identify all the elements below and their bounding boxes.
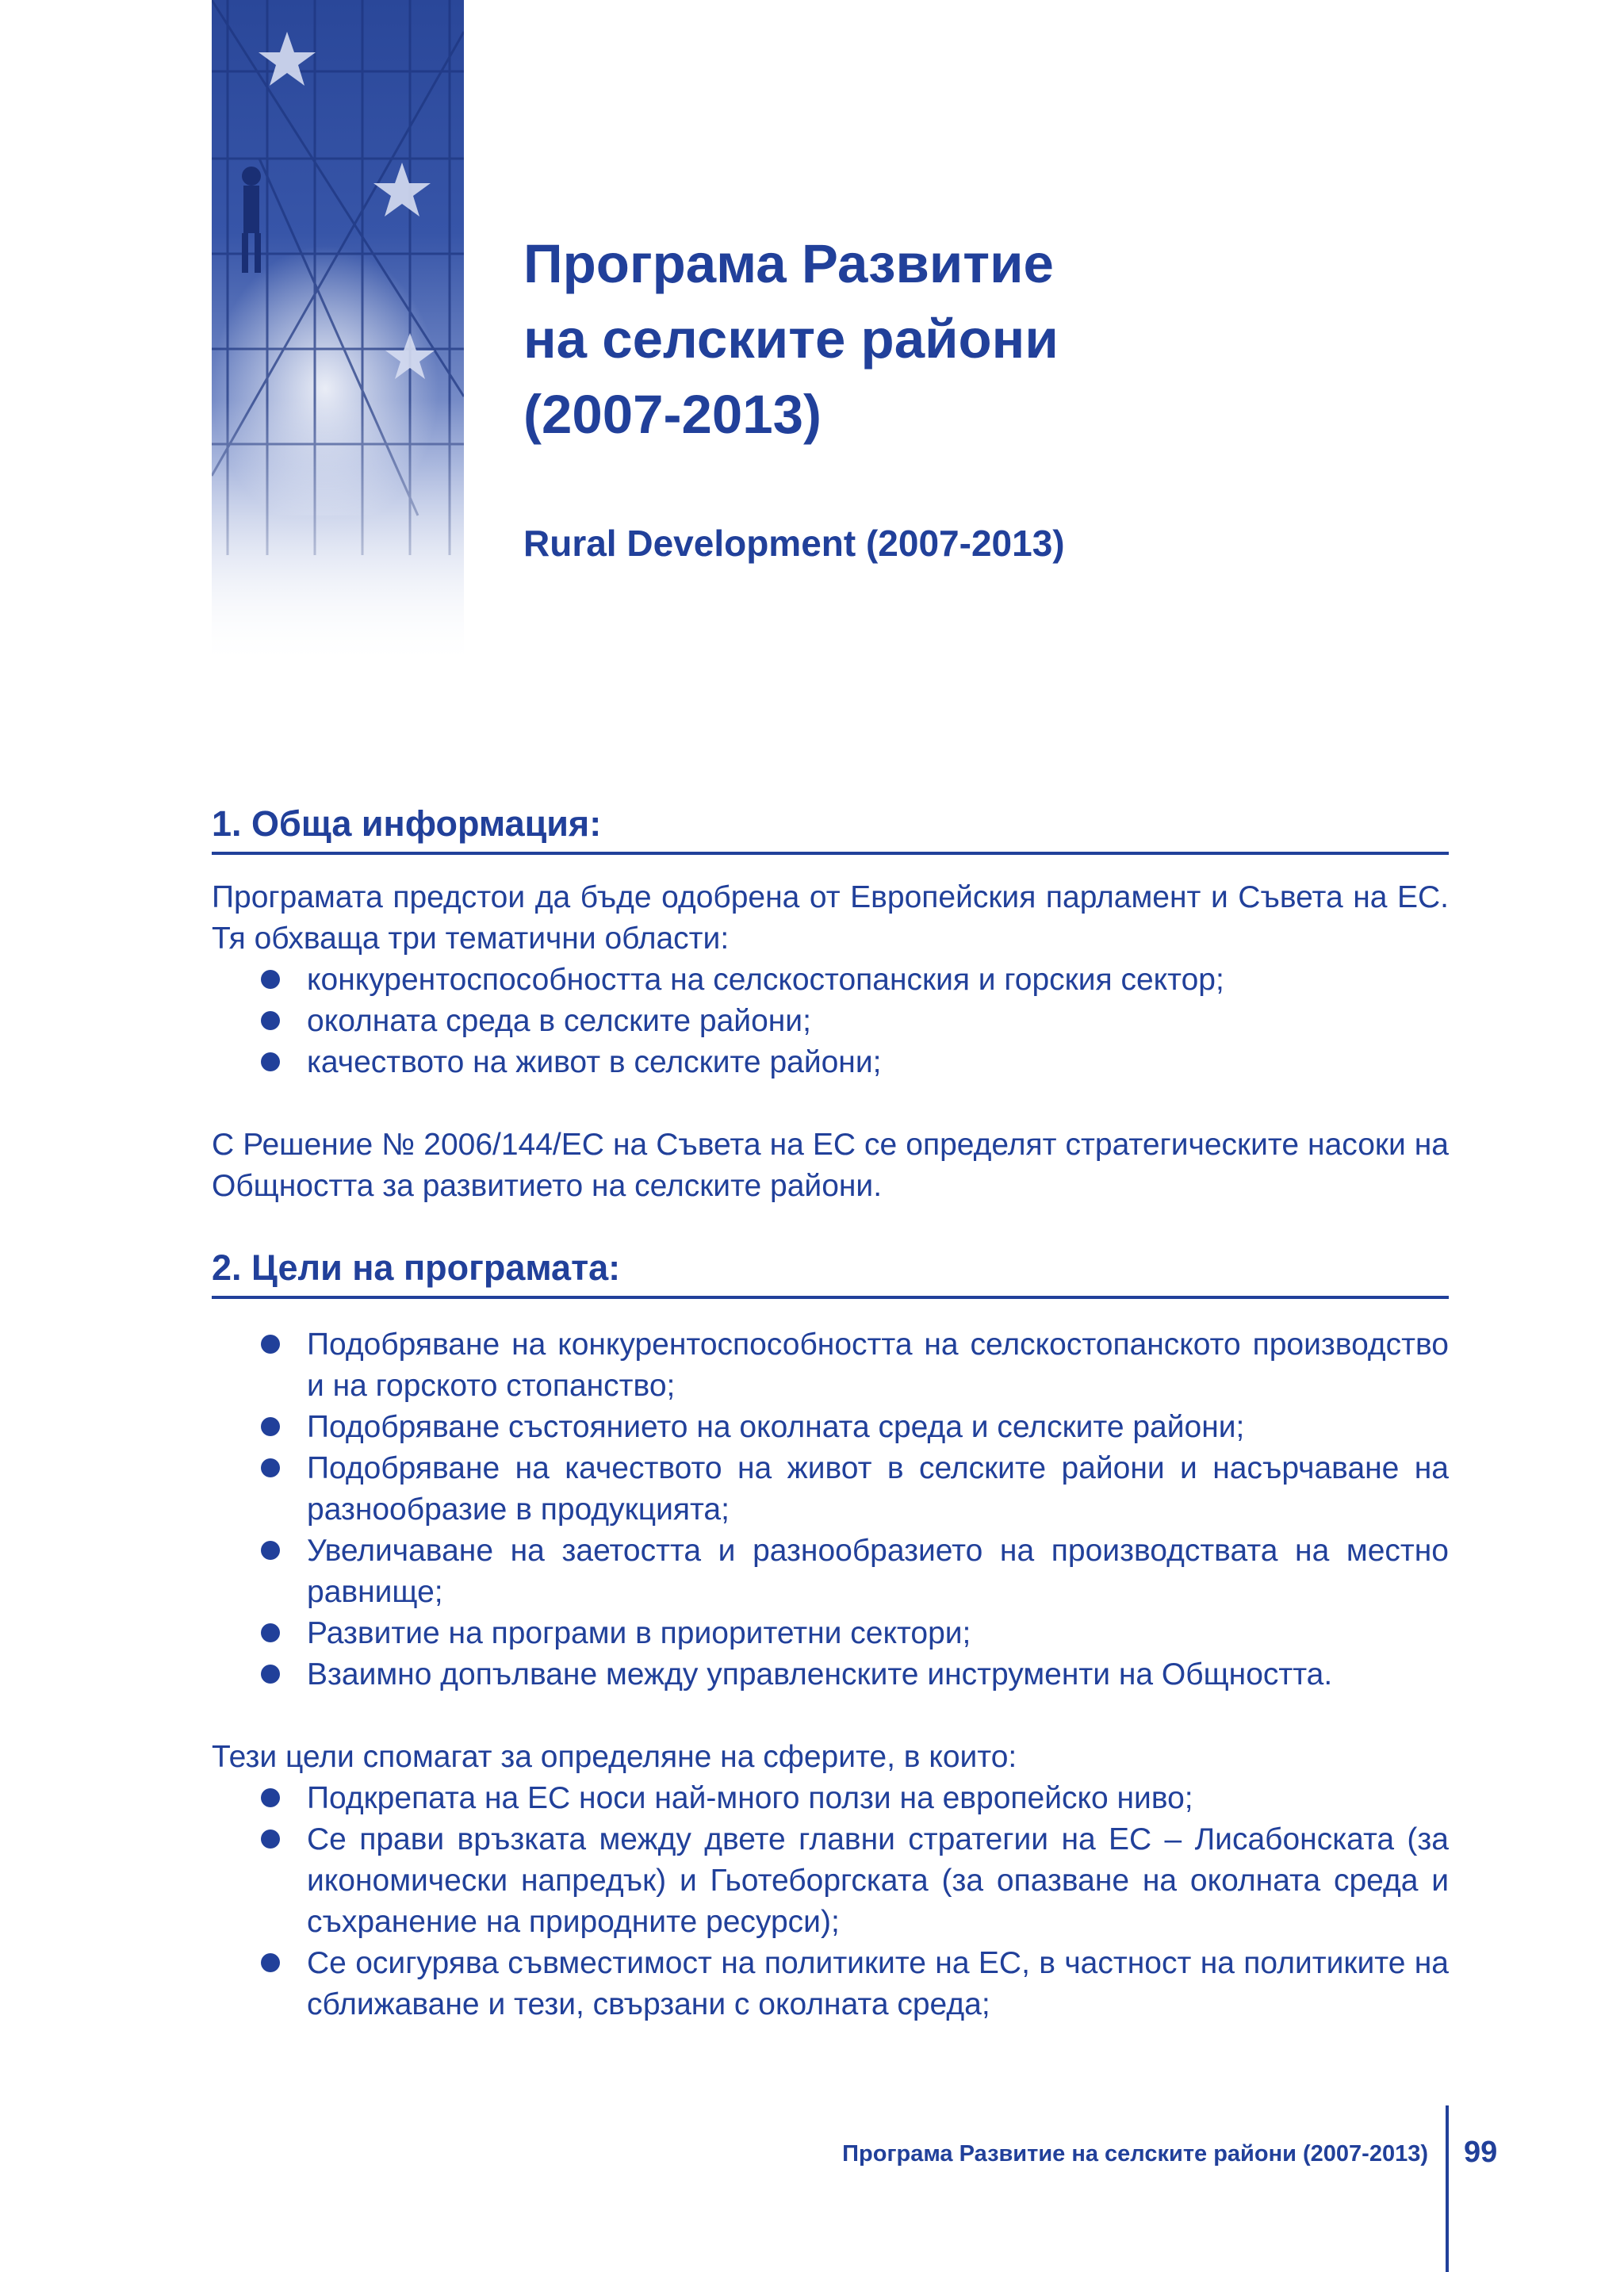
list-item-text: конкурентоспособността на селскостопанския и горския сектор; [307, 963, 1224, 997]
section2-spheres-list [212, 1778, 1449, 2025]
list-item [261, 1943, 1449, 2025]
list-item-text: Се осигурява съвместимост на политиките на ЕС, в частност на политиките на сближаване и тези, свързани с околната среда; [307, 1946, 1449, 2021]
list-item [261, 960, 1449, 1001]
list-item-text: качеството на живот в селските райони; [307, 1045, 882, 1079]
bullet-icon [261, 1417, 280, 1436]
list-item-text: Подобряване на конкурентоспособността на селскостопанското производство и на горското стопанство; [307, 1328, 1449, 1403]
page-title-line-3: (2007-2013) [523, 384, 822, 445]
list-item [261, 1042, 1449, 1083]
section-heading-goals: 2. Цели на програмата: [212, 1245, 1449, 1299]
page-number: 99 [1464, 2136, 1498, 2169]
english-subtitle: Rural Development (2007-2013) [523, 523, 1065, 564]
bullet-icon [261, 1011, 280, 1030]
list-item [261, 1407, 1449, 1448]
list-item [261, 1778, 1449, 1819]
bullet-icon [261, 1052, 280, 1071]
main-content [212, 801, 1449, 2025]
bullet-icon [261, 1623, 280, 1642]
section1-bullet-list [212, 960, 1449, 1083]
list-item-text: Подкрепата на ЕС носи най-много ползи на европейско ниво; [307, 1781, 1193, 1815]
bullet-icon [261, 1665, 280, 1684]
header-banner-image [212, 0, 464, 666]
bullet-icon [261, 1953, 280, 1972]
list-item [261, 1448, 1449, 1531]
section1-intro: Програмата предстои да бъде одобрена от Европейския парламент и Съвета на ЕС. Тя обхваща три тематични области: [212, 880, 1449, 956]
list-item [261, 1531, 1449, 1613]
bullet-icon [261, 970, 280, 989]
section2-intro: Тези цели спомагат за определяне на сферите, в които: [212, 1740, 1017, 1774]
running-footer-title: Програма Развитие на селските райони (2007-2013) [842, 2141, 1428, 2167]
list-item-text: Подобряване на качеството на живот в селските райони и насърчаване на разнообразие в продукцията; [307, 1451, 1449, 1527]
list-item-text: Взаимно допълване между управленските инструменти на Общността. [307, 1657, 1333, 1692]
list-item [261, 1324, 1449, 1407]
list-item-text: Развитие на програми в приоритетни сектори; [307, 1616, 971, 1650]
section-heading-general-info: 1. Обща информация: [212, 801, 1449, 855]
list-item-text: околната среда в селските райони; [307, 1004, 811, 1038]
title-block [523, 226, 1475, 564]
list-item [261, 1613, 1449, 1654]
page-title-line-2: на селските райони [523, 308, 1059, 370]
page-title [523, 226, 1475, 452]
bullet-icon [261, 1458, 280, 1477]
page-title-line-1: Програма Развитие [523, 233, 1054, 294]
bullet-icon [261, 1829, 280, 1849]
footer-divider [1446, 2105, 1449, 2272]
list-item [261, 1654, 1449, 1695]
bullet-icon [261, 1541, 280, 1560]
list-item-text: Увеличаване на заетостта и разнообразието на производствата на местно равнище; [307, 1534, 1449, 1609]
list-item [261, 1001, 1449, 1042]
section1-closing: С Решение № 2006/144/ЕС на Съвета на ЕС се определят стратегическите насоки на Общността за развитието на селските райони. [212, 1128, 1449, 1203]
list-item-text: Подобряване състоянието на околната среда и селските райони; [307, 1410, 1245, 1444]
list-item [261, 1819, 1449, 1943]
bullet-icon [261, 1788, 280, 1807]
section2-bullet-list [212, 1324, 1449, 1695]
list-item-text: Се прави връзката между двете главни стратегии на ЕС – Лисабонската (за икономически напредък) и Гьотеборгската (за опазване на околната среда и съхранение на природните ресурси); [307, 1822, 1449, 1939]
bullet-icon [261, 1335, 280, 1354]
